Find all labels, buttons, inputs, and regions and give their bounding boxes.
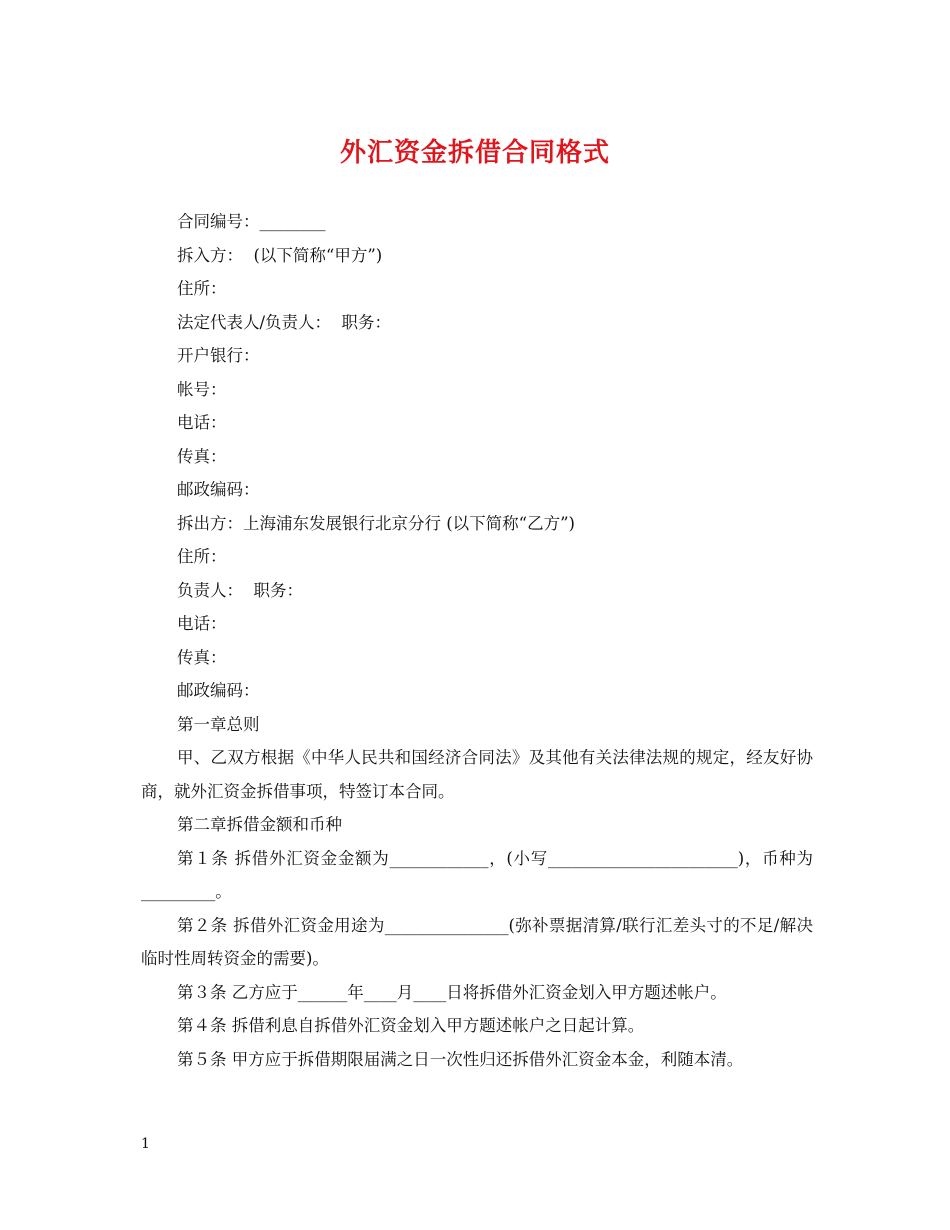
- chapter-2-heading: 第二章拆借金额和币种: [177, 815, 342, 834]
- borrower-representative-line: 法定代表人/负责人： 职务：: [177, 312, 392, 332]
- lender-address-line: 住所：: [177, 547, 227, 566]
- borrower-postcode-line: 邮政编码：: [177, 480, 260, 499]
- lender-line: 拆出方：上海浦东发展银行北京分行 (以下简称“乙方”): [177, 513, 575, 533]
- borrower-account-line: 帐号：: [177, 379, 227, 399]
- lender-fax-line: 传真：: [177, 647, 227, 667]
- document-body: [141, 205, 813, 1076]
- page-number: 1: [141, 1136, 150, 1152]
- document-title: 外汇资金拆借合同格式: [339, 138, 610, 168]
- contract-number-line: 合同编号：________: [177, 212, 326, 231]
- lender-phone-line: 电话：: [177, 614, 227, 633]
- borrower-line: 拆入方： (以下简称“甲方”): [177, 245, 383, 265]
- lender-representative-line: 负责人： 职务：: [177, 580, 303, 600]
- article-5: 第５条 甲方应于拆借期限届满之日一次性归还拆借外汇资金本金，利随本清。: [177, 1049, 744, 1069]
- general-provisions-paragraph: 甲、乙双方根据《中华人民共和国经济合同法》及其他有关法律法规的规定，经友好协商，就外汇资金拆借事项，特签订本合同。: [141, 748, 813, 801]
- chapter-1-heading: 第一章总则: [177, 714, 260, 734]
- borrower-phone-line: 电话：: [177, 413, 227, 432]
- article-1: 第１条 拆借外汇资金金额为____________，(小写_______________________)，币种为_________。: [141, 848, 813, 901]
- lender-postcode-line: 邮政编码：: [177, 681, 260, 700]
- article-2: 第２条 拆借外汇资金用途为_______________(弥补票据清算/联行汇差头寸的不足/解决临时性周转资金的需要)。: [141, 915, 813, 968]
- borrower-address-line: 住所：: [177, 279, 227, 298]
- article-4: 第４条 拆借利息自拆借外汇资金划入甲方题述帐户之日起计算。: [177, 1016, 645, 1035]
- borrower-bank-line: 开户银行：: [177, 346, 260, 365]
- borrower-fax-line: 传真：: [177, 446, 227, 466]
- article-3: 第３条 乙方应于______年____月____日将拆借外汇资金划入甲方题述帐户。: [177, 982, 727, 1002]
